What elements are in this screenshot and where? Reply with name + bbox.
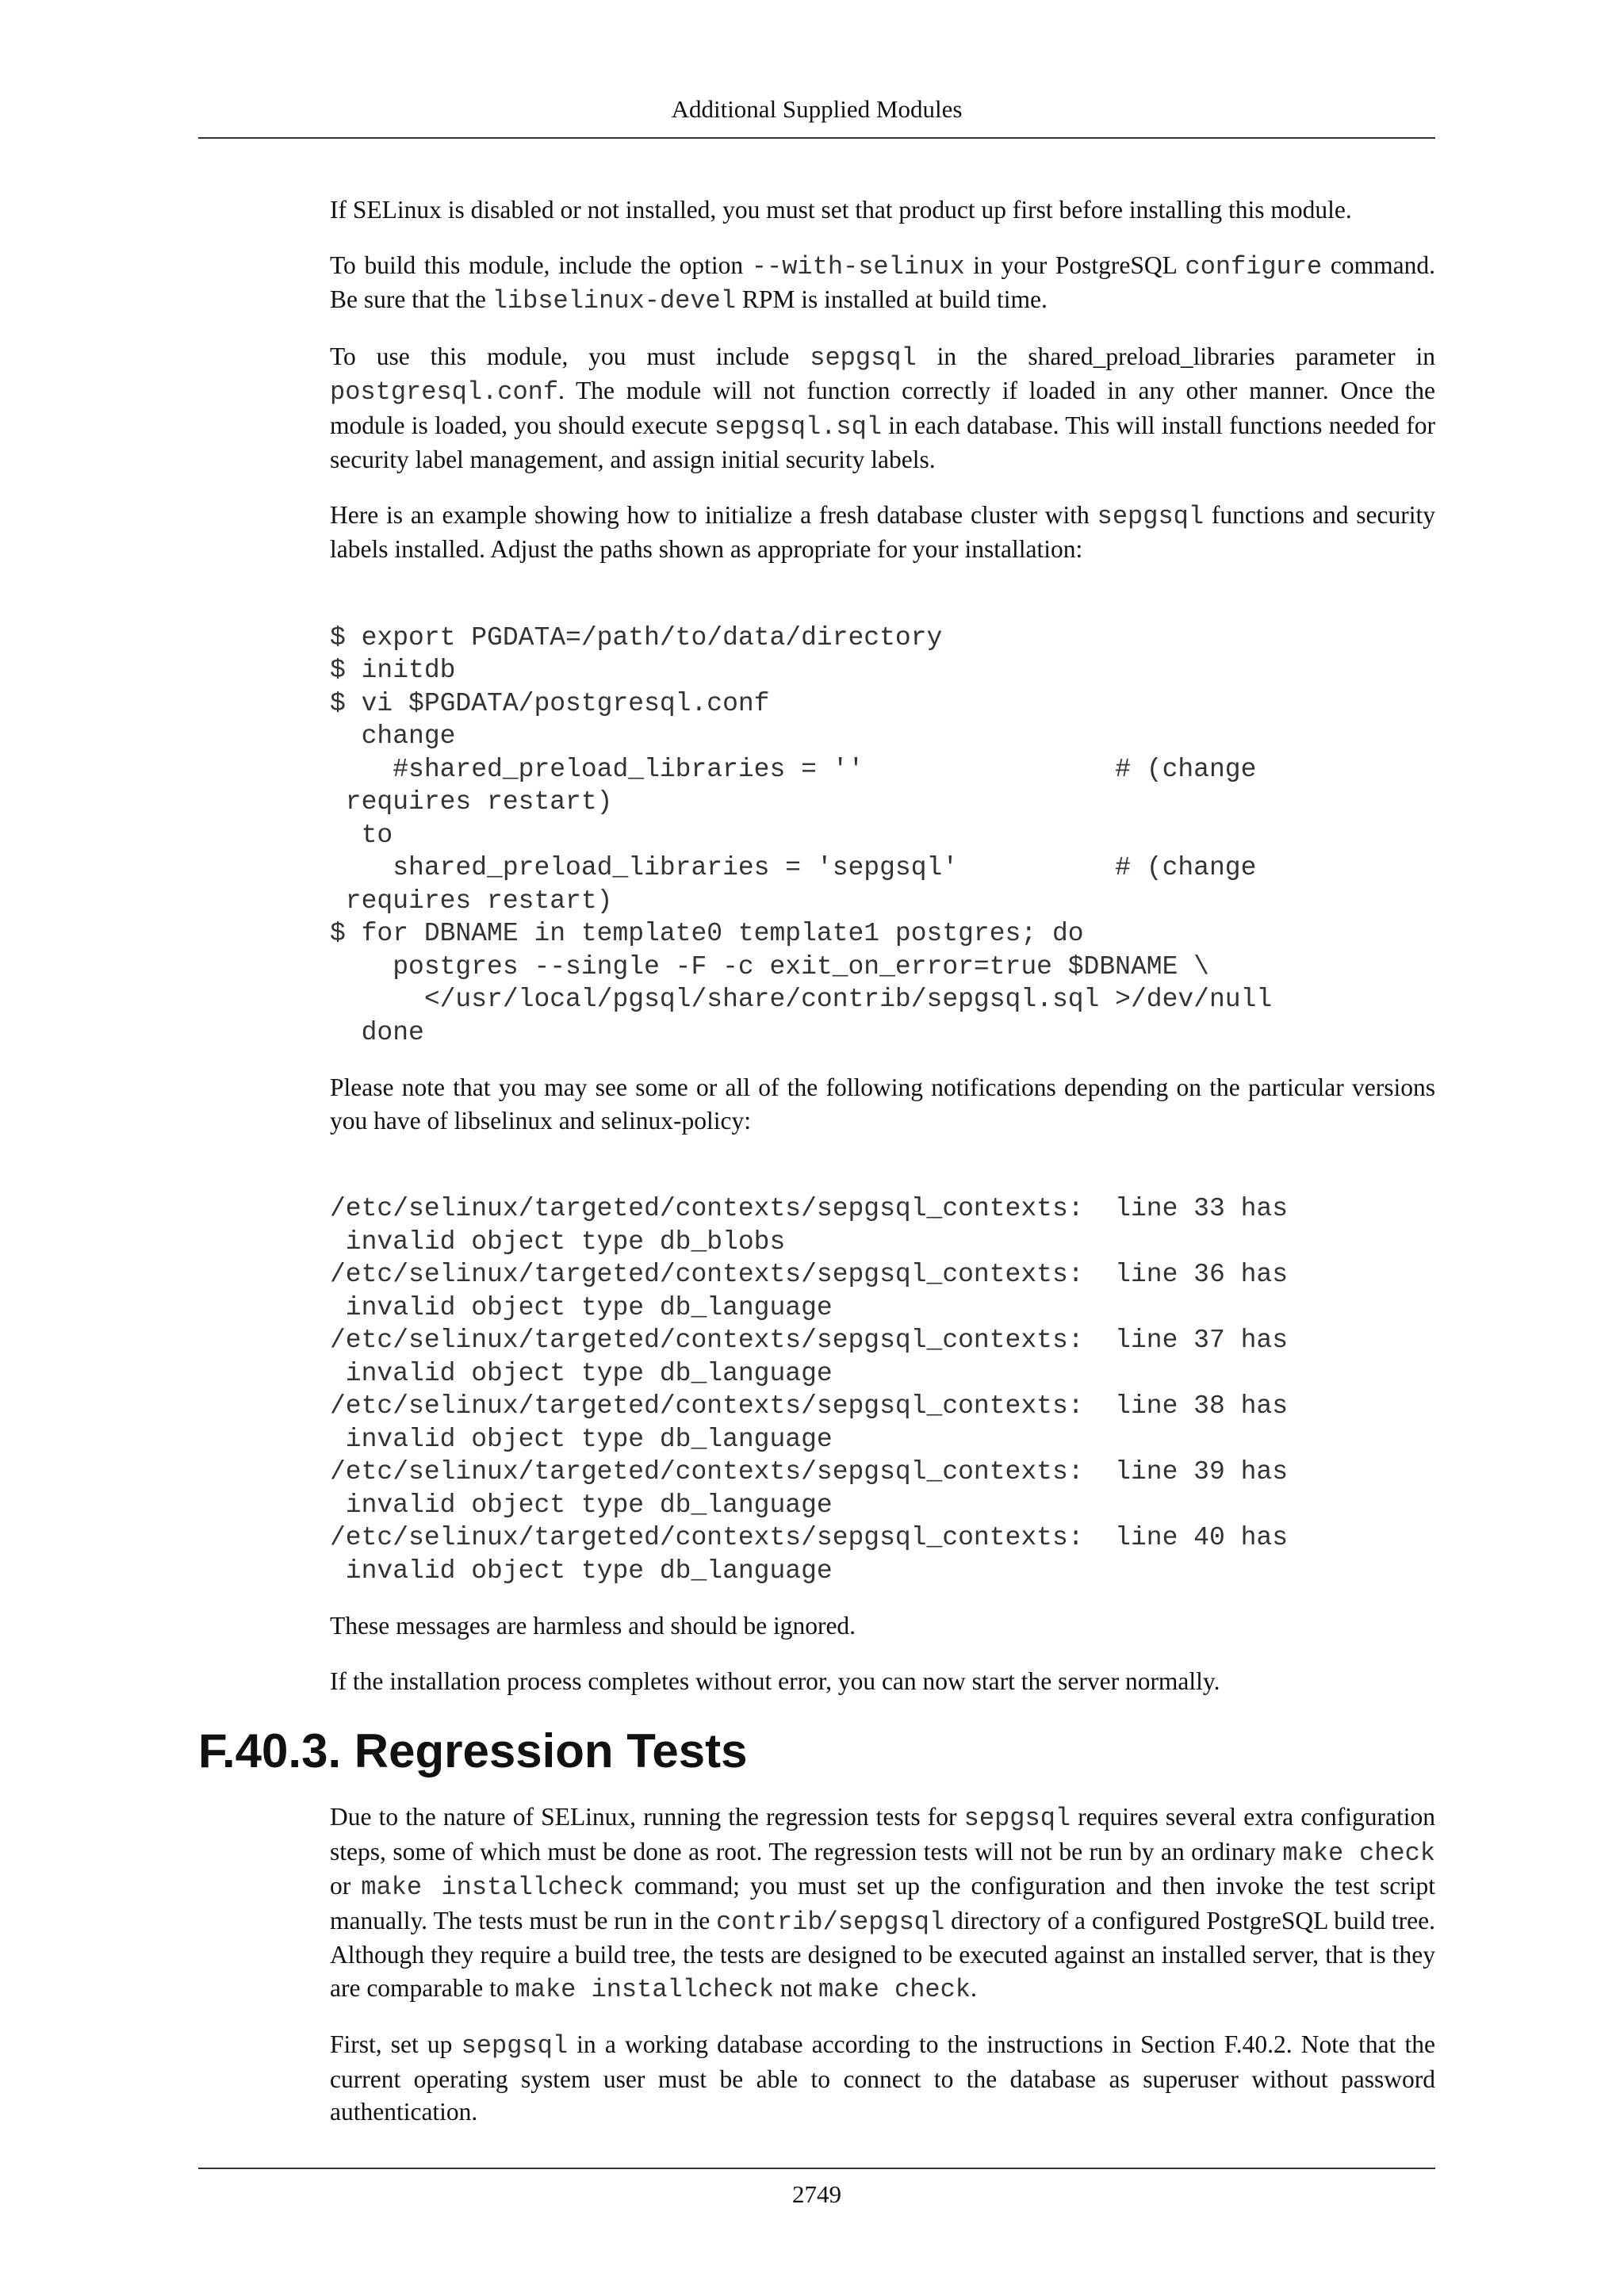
inline-code: sepgsql — [963, 1804, 1071, 1833]
text: To build this module, include the option — [330, 251, 752, 279]
running-header: Additional Supplied Modules — [671, 95, 963, 123]
inline-code: --with-selinux — [751, 251, 965, 281]
inline-code: make check — [818, 1974, 971, 2004]
code-block-initdb: $ export PGDATA=/path/to/data/directory $ initdb $ vi $PGDATA/postgresql.conf change #shared_preload_libraries = '' # (change requires restart) to shared_preload_libraries = 'sepgsql' # (change requires restart) $ for DBNAME in template0 template1 postgres; do postgres --single -F -c exit_on_error=true $DBNAME \ </usr/local/pgsql/share/contrib/sepgsql.sql >/dev/null done — [330, 622, 1273, 1047]
text: Here is an example showing how to initialize a fresh database cluster with — [330, 500, 1097, 529]
page-number: 2749 — [792, 2180, 841, 2208]
text: . The module will not function correctly if loaded in any other manner. Once the module is loaded, you should execute — [330, 377, 1435, 439]
inline-code: postgresql.conf — [330, 377, 559, 407]
paragraph-harmless: These messages are harmless and should be ignored. — [330, 1612, 856, 1640]
inline-code: libselinux-devel — [492, 286, 736, 316]
document-body — [198, 193, 1436, 2151]
code-block-notifications: /etc/selinux/targeted/contexts/sepgsql_contexts: line 33 has invalid object type db_blobs /etc/selinux/targeted/contexts/sepgsql_contexts: line 36 has invalid object type db_language /etc/selinux/targeted/contexts/sepgsql_contexts: line 37 has invalid object type db_language /etc/selinux/targeted/contexts/sepgsql_contexts: line 38 has invalid object type db_language /etc/selinux/targeted/contexts/sepgsql_contexts: line 39 has invalid object type db_language /etc/selinux/targeted/contexts/sepgsql_contexts: line 40 has invalid object type db_language — [330, 1194, 1288, 1586]
paragraph-start-server: If the installation process completes without error, you can now start the server normally. — [330, 1667, 1220, 1695]
text: requires several extra configuration steps, some of which must be done as root. The regression tests will not be run by an ordinary — [330, 1803, 1436, 1866]
footer-rule — [198, 2168, 1435, 2169]
inline-code: sepgsql.sql — [714, 411, 882, 442]
inline-code: configure — [1185, 251, 1323, 281]
inline-code: make installcheck — [361, 1873, 624, 1902]
text: in a working database according to the instructions in Section F.40.2. Note that the current operating system user must be able to connect to the database as superuser without password authentication. — [330, 2030, 1435, 2126]
section-heading: F.40.3. Regression Tests — [198, 1724, 748, 1777]
header-rule — [198, 137, 1435, 139]
text: command. Be sure that the — [330, 251, 1435, 313]
text: directory of a configured PostgreSQL build tree. Although they require a build tree, the tests are designed to be executed against an installed server, that is they are comparable to — [330, 1906, 1435, 2002]
text: not — [773, 1973, 818, 2002]
text: Due to the nature of SELinux, running the regression tests for — [330, 1803, 964, 1831]
inline-code: sepgsql — [1097, 501, 1205, 531]
text: in each database. This will install functions needed for security label management, and assign initial security labels. — [330, 411, 1435, 473]
inline-code: make installcheck — [515, 1974, 774, 2004]
text: or — [330, 1872, 362, 1900]
inline-code: make check — [1282, 1838, 1435, 1868]
inline-code: sepgsql — [810, 342, 917, 373]
paragraph-build — [330, 249, 1435, 318]
paragraph-example-intro — [330, 499, 1435, 566]
text: . — [971, 1973, 977, 2002]
text: in the shared_preload_libraries parameter in — [916, 342, 1436, 370]
paragraph-selinux-prereq: If SELinux is disabled or not installed, you must set that product up first before installing this module. — [330, 196, 1352, 224]
text: in your PostgreSQL — [964, 251, 1185, 279]
paragraph-regression-intro — [330, 1800, 1435, 2006]
paragraph-notifications: Please note that you may see some or all of the following notifications depending on the particular versions you have of libselinux and selinux-policy: — [330, 1073, 1435, 1135]
inline-code: contrib/sepgsql — [716, 1907, 945, 1937]
paragraph-setup-first — [330, 2028, 1435, 2129]
text: First, set up — [330, 2030, 462, 2058]
text: command; you must set up the configuration and then invoke the test script manually. The tests must be run in the — [330, 1872, 1435, 1934]
text: To use this module, you must include — [330, 342, 810, 370]
paragraph-usage — [330, 340, 1435, 476]
inline-code: sepgsql — [461, 2031, 569, 2061]
text: functions and security labels installed. Adjust the paths shown as appropriate for your installation: — [330, 500, 1435, 563]
text: RPM is installed at build time. — [735, 285, 1048, 313]
